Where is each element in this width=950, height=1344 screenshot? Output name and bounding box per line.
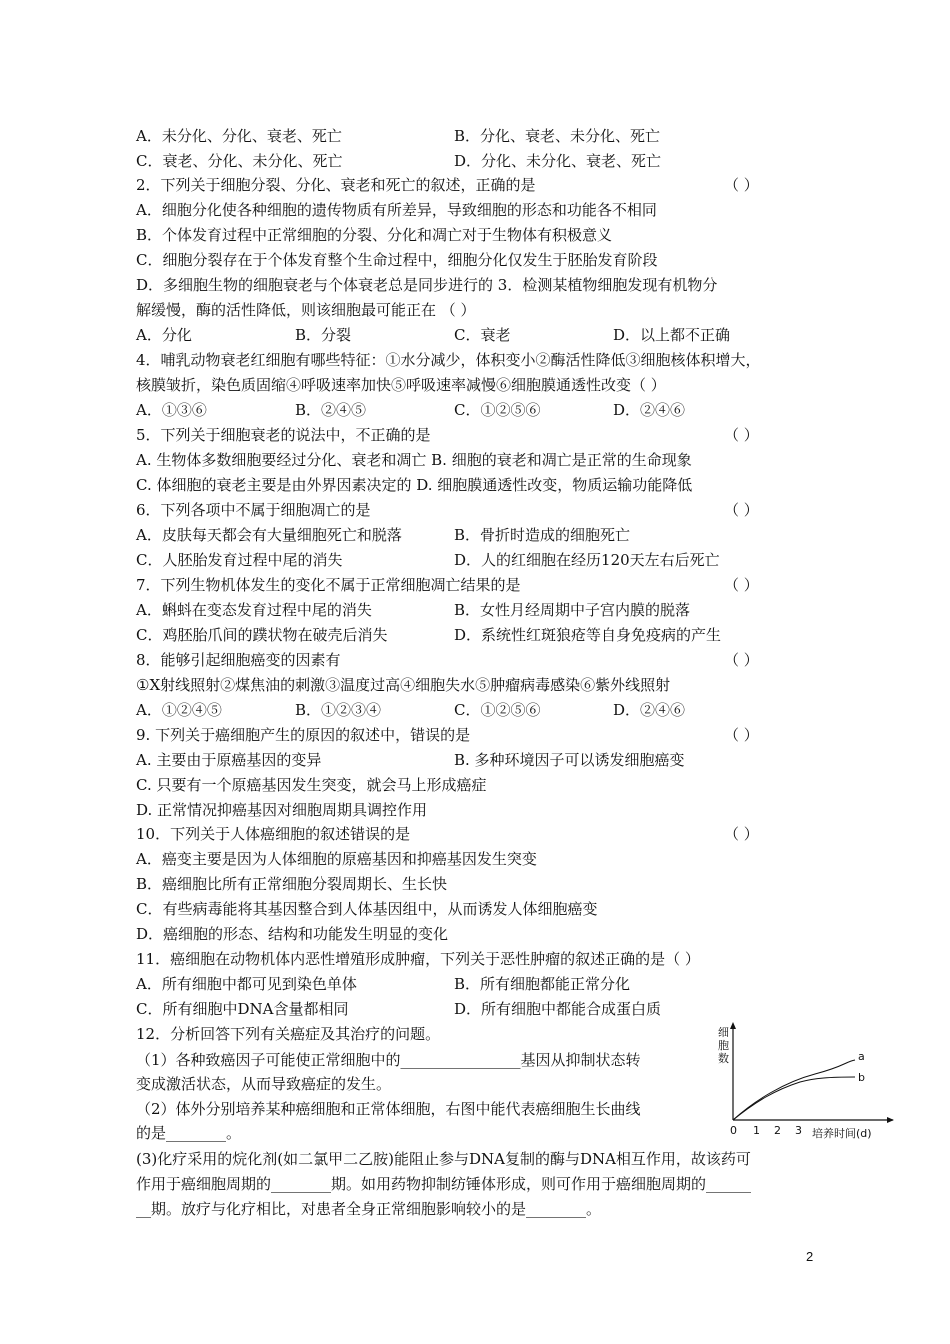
text-line: B．癌细胞比所有正常细胞分裂周期长、生长快 (136, 875, 448, 893)
text-line: 11．癌细胞在动物机体内恶性增殖形成肿瘤，下列关于恶性肿瘤的叙述正确的是（ ） (136, 950, 700, 968)
text-line: 5．下列关于细胞衰老的说法中，不正确的是 (136, 426, 431, 444)
text-line: __期。放疗与化疗相比，对患者全身正常细胞影响较小的是________。 (136, 1200, 602, 1218)
text-line: A. 主要由于原癌基因的变异 (136, 751, 322, 769)
option-right-column: B．所有细胞都能正常分化 (454, 975, 631, 993)
answer-parentheses: （ ） (724, 426, 759, 444)
text-line: 6．下列各项中不属于细胞凋亡的是 (136, 501, 371, 519)
option-item: A．分化 (136, 326, 192, 344)
text-line: A．癌变主要是因为人体细胞的原癌基因和抑癌基因发生突变 (136, 850, 537, 868)
y-label-1: 细 (718, 1026, 729, 1039)
text-line: D. 正常情况抑癌基因对细胞周期具调控作用 (136, 801, 428, 819)
text-line: C．有些病毒能将其基因整合到人体基因组中，从而诱发人体细胞癌变 (136, 900, 598, 918)
text-line: A．皮肤每天都会有大量细胞死亡和脱落 (136, 526, 402, 544)
text-line: C．衰老、分化、未分化、死亡 (136, 152, 343, 170)
option-right-column: B．分化、衰老、未分化、死亡 (454, 127, 661, 145)
option-right-column: B. 多种环境因子可以诱发细胞癌变 (454, 751, 685, 769)
x-axis-arrow (887, 1117, 894, 1123)
option-right-column: D．系统性红斑狼疮等自身免疫病的产生 (454, 626, 722, 644)
curve-a (733, 1060, 855, 1120)
answer-parentheses: （ ） (724, 576, 759, 594)
x-axis-label: 培养时间(d) (812, 1127, 872, 1140)
text-line: D．癌细胞的形态、结构和功能发生明显的变化 (136, 925, 449, 943)
option-item: B．分裂 (295, 326, 352, 344)
option-right-column: B．骨折时造成的细胞死亡 (454, 526, 631, 544)
text-line: 作用于癌细胞周期的________期。如用药物抑制纺锤体形成，则可作用于癌细胞周期的______ (136, 1175, 752, 1193)
option-item: A．①②④⑤ (136, 701, 222, 719)
text-line: A．蝌蚪在变态发育过程中尾的消失 (136, 601, 372, 619)
text-line: C．细胞分裂存在于个体发育整个生命过程中，细胞分化仅发生于胚胎发育阶段 (136, 251, 658, 269)
page-number: 2 (806, 1249, 814, 1264)
option-item: A．①③⑥ (136, 401, 207, 419)
text-line: (3)化疗采用的烷化剂(如二氯甲二乙胺)能阻止参与DNA复制的酶与DNA相互作用，故该药可 (136, 1150, 751, 1168)
option-item: D．以上都不正确 (613, 326, 731, 344)
text-line: C. 体细胞的衰老主要是由外界因素决定的 D. 细胞膜通透性改变，物质运输功能降低 (136, 476, 693, 494)
x-tick-2: 2 (774, 1124, 781, 1137)
text-line: 的是________。 (136, 1124, 242, 1142)
text-line: A．细胞分化使各种细胞的遗传物质有所差异，导致细胞的形态和功能各不相同 (136, 201, 657, 219)
text-line: B．个体发育过程中正常细胞的分裂、分化和凋亡对于生物体有积极意义 (136, 226, 613, 244)
text-line: 4．哺乳动物衰老红细胞有哪些特征：①水分减少，体积变小②酶活性降低③细胞核体积增大， (136, 351, 761, 369)
option-right-column: D．分化、未分化、衰老、死亡 (454, 152, 662, 170)
text-line: 核膜皱折，染色质固缩④呼吸速率加快⑤呼吸速率减慢⑥细胞膜通透性改变（ ） (136, 376, 666, 394)
series-label-b: b (858, 1071, 865, 1084)
answer-parentheses: （ ） (724, 501, 759, 519)
text-line: ①X射线照射②煤焦油的刺激③温度过高④细胞失水⑤肿瘤病毒感染⑥紫外线照射 (136, 676, 671, 694)
option-item: B．①②③④ (295, 701, 382, 719)
text-line: C．人胚胎发育过程中尾的消失 (136, 551, 343, 569)
text-line: 9. 下列关于癌细胞产生的原因的叙述中，错误的是 (136, 726, 471, 744)
text-line: 8．能够引起细胞癌变的因素有 (136, 651, 341, 669)
growth-curve-chart (715, 1020, 895, 1145)
option-item: C．衰老 (454, 326, 511, 344)
answer-parentheses: （ ） (724, 176, 759, 194)
answer-parentheses: （ ） (724, 651, 759, 669)
text-line: A．所有细胞中都可见到染色单体 (136, 975, 357, 993)
text-line: 10．下列关于人体癌细胞的叙述错误的是 (136, 825, 411, 843)
text-line: 7．下列生物机体发生的变化不属于正常细胞凋亡结果的是 (136, 576, 521, 594)
y-label-2: 胞 (718, 1039, 729, 1052)
curve-b (733, 1077, 855, 1120)
text-line: C．所有细胞中DNA含量都相同 (136, 1000, 349, 1018)
answer-parentheses: （ ） (724, 825, 759, 843)
option-item: D．②④⑥ (613, 401, 686, 419)
x-tick-3: 3 (795, 1124, 802, 1137)
text-line: （1）各种致癌因子可能使正常细胞中的________________基因从抑制状态转 (136, 1051, 641, 1069)
option-item: C．①②⑤⑥ (454, 701, 541, 719)
option-item: C．①②⑤⑥ (454, 401, 541, 419)
option-item: B．②④⑤ (295, 401, 367, 419)
text-line: 变成激活状态，从而导致癌症的发生。 (136, 1075, 392, 1093)
series-label-a: a (858, 1050, 865, 1063)
option-item: D．②④⑥ (613, 701, 686, 719)
option-right-column: D．所有细胞中都能合成蛋白质 (454, 1000, 662, 1018)
text-line: C．鸡胚胎爪间的蹼状物在破壳后消失 (136, 626, 388, 644)
text-line: 2．下列关于细胞分裂、分化、衰老和死亡的叙述，正确的是 (136, 176, 536, 194)
text-line: A. 生物体多数细胞要经过分化、衰老和凋亡 B. 细胞的衰老和凋亡是正常的生命现象 (136, 451, 692, 469)
x-tick-1: 1 (753, 1124, 760, 1137)
text-line: 解缓慢，酶的活性降低，则该细胞最可能正在 （ ） (136, 301, 476, 319)
text-line: D．多细胞生物的细胞衰老与个体衰老总是同步进行的 3．检测某植物细胞发现有机物分 (136, 276, 718, 294)
text-line: （2）体外分别培养某种癌细胞和正常体细胞，右图中能代表癌细胞生长曲线 (136, 1100, 641, 1118)
text-line: C. 只要有一个原癌基因发生突变，就会马上形成癌症 (136, 776, 487, 794)
text-line: 12．分析回答下列有关癌症及其治疗的问题。 (136, 1025, 441, 1043)
x-tick-0: 0 (730, 1124, 737, 1137)
option-right-column: B．女性月经周期中子宫内膜的脱落 (454, 601, 691, 619)
text-line: A．未分化、分化、衰老、死亡 (136, 127, 342, 145)
y-axis-arrow (730, 1022, 736, 1029)
answer-parentheses: （ ） (724, 726, 759, 744)
y-label-3: 数 (718, 1052, 729, 1065)
option-right-column: D．人的红细胞在经历120天左右后死亡 (454, 551, 720, 569)
